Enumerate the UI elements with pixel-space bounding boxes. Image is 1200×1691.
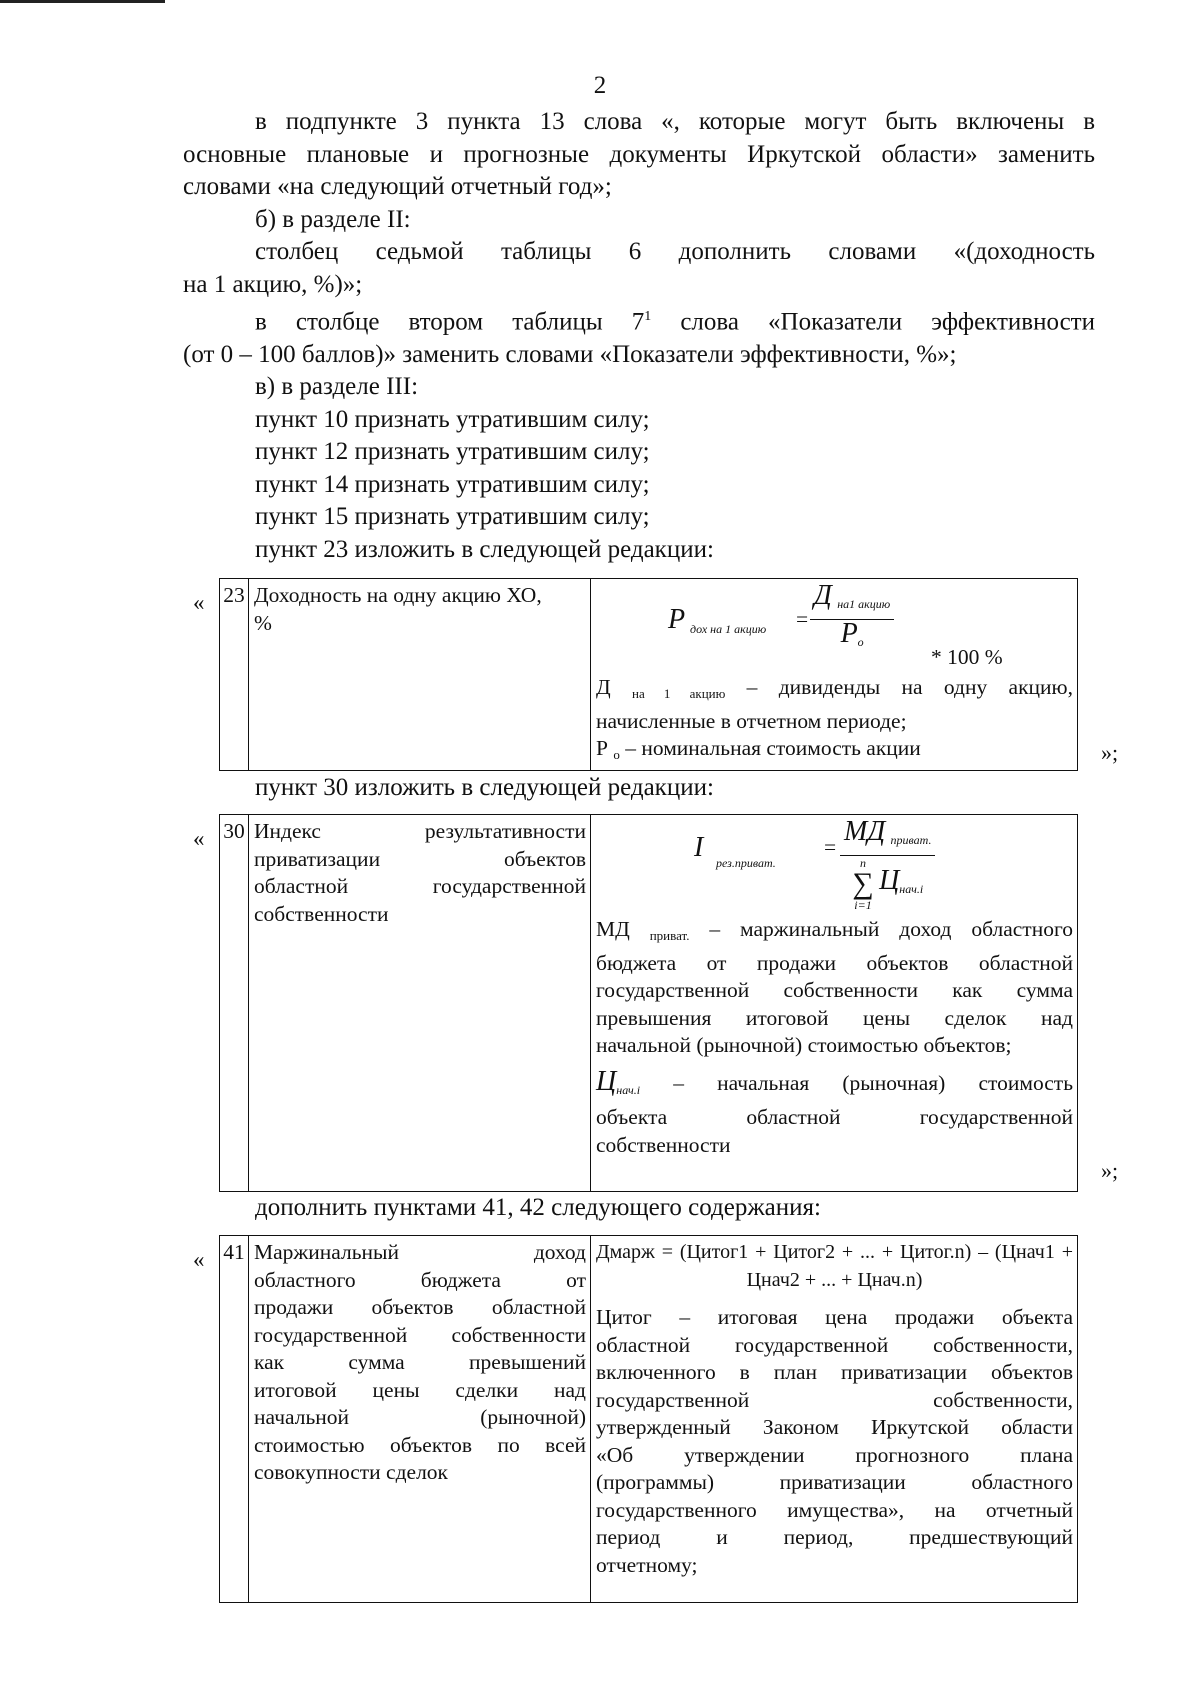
legend-line: утвержденный Законом Иркутской области [596,1415,1073,1439]
formula-fraction [810,582,894,656]
item-name [249,815,591,1192]
paragraph-line: словами «на следующий отчетный год»; [183,173,612,200]
paragraph-line: пункт 23 изложить в следующей редакции: [255,535,714,563]
item30-table [219,814,1078,1192]
legend-line: государственной собственности, [596,1387,1073,1412]
heading-items41-42: дополнить пунктами 41, 42 следующего содержания: [255,1194,821,1221]
legend-line: областной государственной собственности, [596,1332,1073,1357]
item-name-line: Индекс результативности [254,819,586,843]
item-name-line: Доходность на одну акцию ХО, [254,583,542,607]
legend-line: (программы) приватизации областного [596,1470,1073,1494]
sum-symbol: ∑ [852,866,874,900]
legend-symbol: Д [596,675,611,699]
formula [596,818,1073,916]
legend-line [596,735,1073,769]
formula-lhs-subscript: дох на 1 акцию [690,622,767,636]
formula-multiplier: * 100 % [931,645,1003,669]
item-name-line: государственной собственности [254,1322,586,1347]
heading-item30: пункт 30 изложить в следующей редакции: [255,774,714,801]
document-body [183,106,1095,566]
text-fragment: слова «Показатели эффективности [651,308,1095,336]
denominator-symbol: P [840,617,858,649]
item-formula-cell [591,579,1078,771]
closing-quote: »; [1101,1158,1119,1183]
legend-line: бюджета от продажи объектов областной [596,950,1073,975]
legend-symbol: МД [596,917,630,941]
legend-line: объекта областной государственной [596,1105,1073,1129]
formula-line: Дмарж = (Цитог1 + Цитог2 + ... + Цитог.n) – (Цнач1 + [596,1241,1073,1263]
item-name-line: Маржинальный доход [254,1240,586,1264]
formula-fraction [840,818,935,912]
paragraph-line: б) в разделе II: [255,205,411,233]
legend-line: начальной (рыночной) стоимостью объектов; [596,1033,1012,1057]
closing-quote: »; [1101,740,1119,765]
legend-line: государственной собственности как сумма [596,978,1073,1002]
opening-quote: « [193,826,205,851]
legend-line: начисленные в отчетном периоде; [596,708,907,733]
formula-denominator [840,856,935,912]
legend-line: государственного имущества», на отчетный [596,1497,1073,1522]
legend-text: – номинальная стоимость акции [619,736,921,760]
item-number: 30 [220,815,249,1192]
denominator-subscript: нач.i [899,881,924,896]
paragraph-line: пункт 15 признать утратившим силу; [255,503,650,531]
numerator-subscript: на1 акцию [837,597,891,611]
item-name-line: совокупности сделок [254,1460,449,1484]
item-name-line: итоговой цены сделки над [254,1377,586,1402]
paragraph-line: на 1 акцию, %)»; [183,270,363,298]
legend-line [596,916,1073,950]
legend-text: – начальная (рыночная) стоимость [640,1070,1073,1095]
legend-subscript: о [613,747,620,762]
item-name-line: % [254,610,272,635]
numerator-subscript: приват. [890,833,932,847]
legend-line: Цитог – итоговая цена продажи объекта [596,1305,1073,1329]
legend-symbol: Ц [596,1065,617,1097]
formula-numerator [840,818,935,856]
paragraph-line: пункт 14 признать утратившим силу; [255,470,650,498]
item-name-line: областного бюджета от [254,1267,586,1292]
formula-lhs-subscript: рез.приват. [716,856,776,870]
legend-line: отчетному; [596,1552,698,1577]
item-name [249,579,591,771]
legend-line [596,1065,1073,1105]
item-number: 41 [220,1236,249,1603]
sum-lower-limit: i=1 [854,897,872,912]
item-name-line: начальной (рыночной) [254,1405,586,1429]
formula-line: Цнач2 + ... + Цнач.n) [746,1268,923,1291]
paragraph-line: пункт 12 признать утратившим силу; [255,438,650,466]
paragraph-line: столбец седьмой таблицы 6 дополнить словами «(доходность [255,238,1095,265]
paragraph-line [183,301,1095,339]
paragraph-line: пункт 10 признать утратившим силу; [255,405,650,433]
legend-subscript: приват. [649,928,690,943]
sum-operator [852,856,873,912]
item-name-line: продажи объектов областной [254,1295,586,1319]
superscript: 1 [644,309,652,324]
text-fragment: в столбце втором таблицы 7 [255,308,645,336]
legend-line: период и период, предшествующий [596,1525,1073,1549]
item-number: 23 [220,579,249,771]
formula-lhs: I [694,832,704,863]
formula-numerator [810,582,894,620]
item-name-line: собственности [254,901,389,926]
formula-denominator [810,617,894,657]
legend-text: – маржинальный доход областного [689,917,1073,941]
numerator-symbol: МД [844,816,886,847]
item-name-line: областной государственной [254,874,586,898]
scan-edge-mark [0,0,165,3]
paragraph-line: в) в разделе III: [255,373,419,401]
legend-text: – дивиденды на одну акцию, [725,675,1073,699]
legend-line: включенного в план приватизации объектов [596,1360,1073,1384]
item-formula-cell [591,815,1078,1192]
formula-lhs: P [668,604,686,635]
item-name [249,1236,591,1603]
legend-subscript: на 1 акцию [632,686,726,701]
item-name-line: стоимостью объектов по всей [254,1432,586,1457]
opening-quote: « [193,590,205,615]
item23-table [219,578,1078,771]
numerator-symbol: Д [814,580,832,611]
legend-line: «Об утверждении прогнозного плана [596,1442,1073,1467]
formula-equals: = [824,835,837,859]
legend-subscript: нач.i [616,1082,641,1097]
heading-item30-wrap [183,772,1095,805]
item-name-line: приватизации объектов [254,846,586,871]
opening-quote: « [193,1247,205,1272]
paragraph-line: основные плановые и прогнозные документы Иркутской области» заменить [183,140,1095,168]
heading-items41-42-wrap [183,1192,1095,1225]
legend-line: собственности [596,1132,731,1157]
legend-symbol: Р [596,736,608,760]
paragraph-line: в подпункте 3 пункта 13 слова «, которые могут быть включены в [255,108,1095,135]
denominator-subscript: о [857,634,864,649]
legend-line: превышения итоговой цены сделок над [596,1005,1073,1030]
item41-table [219,1235,1078,1603]
formula-equals: = [796,607,809,631]
sum-upper-limit: n [859,855,866,870]
paragraph-line: (от 0 – 100 баллов)» заменить словами «Показатели эффективности, %»; [183,340,957,368]
denominator-symbol: Ц [879,864,900,896]
item-name-line: как сумма превышений [254,1350,586,1374]
formula [596,582,1073,674]
legend-line [596,674,1073,708]
page-number: 2 [593,72,607,99]
item-formula-cell [591,1236,1078,1603]
